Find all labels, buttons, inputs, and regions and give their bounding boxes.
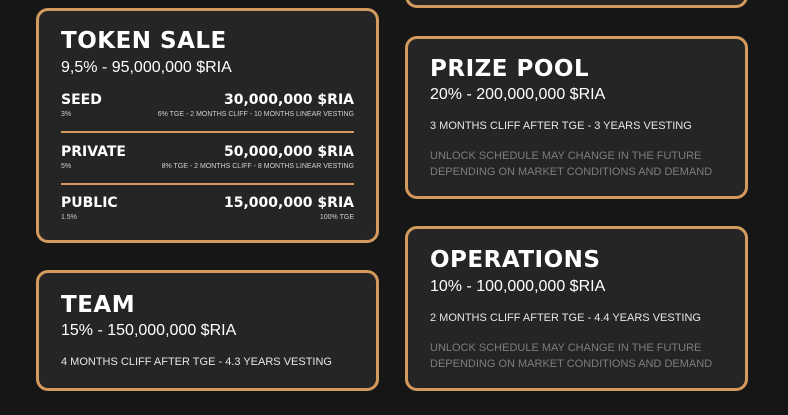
operations-subtitle: 10% - 100,000,000 $RIA [430, 278, 606, 295]
token-sale-title: TOKEN SALE [61, 28, 227, 54]
team-card [36, 270, 379, 391]
operations-vesting-note: 2 MONTHS CLIFF AFTER TGE - 4.4 YEARS VESTING [430, 312, 701, 324]
row-amount: 30,000,000 $RIA [223, 92, 354, 108]
row-divider [61, 183, 354, 185]
prize-pool-vesting-note: 3 MONTHS CLIFF AFTER TGE - 3 YEARS VESTING [430, 120, 692, 132]
row-percent: 1.5% [61, 214, 77, 221]
row-detail: 6% TGE - 2 MONTHS CLIFF - 10 MONTHS LINEAR VESTING [157, 111, 354, 118]
row-amount: 15,000,000 $RIA [223, 195, 354, 211]
prize-pool-disclaimer: UNLOCK SCHEDULE MAY CHANGE IN THE FUTURE DEPENDING ON MARKET CONDITIONS AND DEMAND [430, 150, 713, 178]
row-percent: 3% [61, 111, 72, 118]
row-name: PRIVATE [61, 144, 126, 160]
partial-card-top [405, 0, 748, 8]
allocation-row-public [61, 195, 354, 229]
team-subtitle: 15% - 150,000,000 $RIA [61, 322, 237, 339]
token-sale-subtitle: 9,5% - 95,000,000 $RIA [61, 59, 232, 76]
prize-pool-title: PRIZE POOL [430, 56, 590, 82]
team-vesting-note: 4 MONTHS CLIFF AFTER TGE - 4.3 YEARS VESTING [61, 356, 332, 368]
row-amount: 50,000,000 $RIA [223, 144, 354, 160]
allocation-row-seed [61, 92, 354, 126]
token-sale-card [36, 8, 379, 243]
row-percent: 5% [61, 163, 72, 170]
row-detail: 8% TGE - 2 MONTHS CLIFF - 8 MONTHS LINEAR VESTING [161, 163, 354, 170]
row-detail: 100% TGE [319, 214, 354, 221]
operations-card [405, 226, 748, 391]
row-name: SEED [61, 92, 102, 108]
team-title: TEAM [61, 292, 136, 318]
operations-title: OPERATIONS [430, 247, 601, 273]
row-divider [61, 131, 354, 133]
operations-disclaimer: UNLOCK SCHEDULE MAY CHANGE IN THE FUTURE DEPENDING ON MARKET CONDITIONS AND DEMAND [430, 342, 713, 370]
row-name: PUBLIC [61, 195, 118, 211]
prize-pool-subtitle: 20% - 200,000,000 $RIA [430, 86, 606, 103]
allocation-row-private [61, 144, 354, 178]
prize-pool-card [405, 36, 748, 199]
